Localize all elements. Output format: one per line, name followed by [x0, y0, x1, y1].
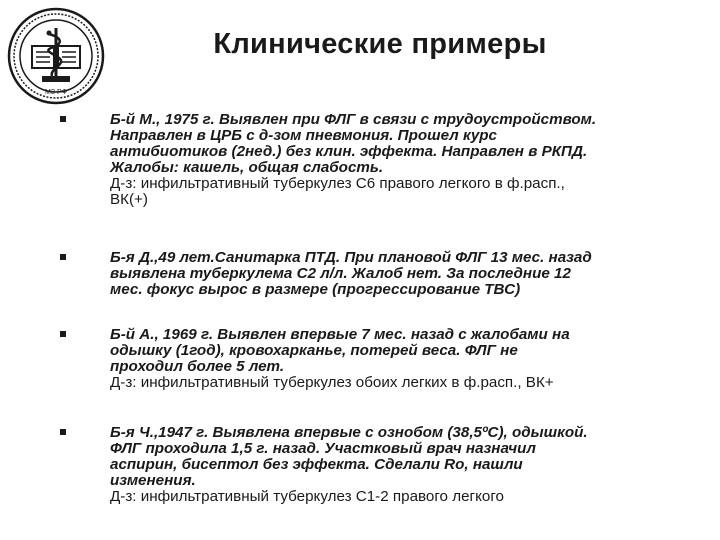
item-line: аспирин, бисептол без эффекта. Сделали Ro, нашли	[110, 456, 523, 473]
item-line: Жалобы: кашель, общая слабость.	[110, 159, 384, 176]
item-line: одышку (1год), кровохарканье, потерей веса. ФЛГ не	[110, 342, 518, 359]
item-line: антибиотиков (2нед.) без клин. эффекта. Направлен в РКПД.	[110, 143, 588, 160]
item-line: проходил более 5 лет.	[110, 358, 285, 375]
item-line: Б-я Ч.,1947 г. Выявлена впервые с ознобом (38,5ºС), одышкой.	[110, 424, 588, 441]
item-line: Б-й А., 1969 г. Выявлен впервые 7 мес. назад с жалобами на	[110, 326, 570, 343]
item-text	[110, 112, 700, 208]
page-title: Клинические примеры	[213, 28, 547, 60]
item-line: Б-й М., 1975 г. Выявлен при ФЛГ в связи с трудоустройством.	[110, 111, 597, 128]
item-line: ВК(+)	[110, 191, 148, 208]
item-text	[110, 327, 700, 391]
item-line: Д-з: инфильтративный туберкулез обоих легких в ф.расп., ВК+	[110, 374, 554, 391]
item-line: Д-з: инфильтративный туберкулез С6 правого легкого в ф.расп.,	[110, 175, 565, 192]
bullet-icon	[60, 116, 66, 122]
item-line: Б-я Д.,49 лет.Санитарка ПТД. При плановой ФЛГ 13 мес. назад	[110, 249, 592, 266]
bullet-icon	[60, 429, 66, 435]
item-line: изменения.	[110, 472, 196, 489]
logo-text: МЗ РФ	[45, 89, 67, 96]
item-line: ФЛГ проходила 1,5 г. назад. Участковый врач назначил	[110, 440, 536, 457]
item-text	[110, 250, 700, 298]
item-line: выявлена туберкулема С2 л/л. Жалоб нет. За последние 12	[110, 265, 571, 282]
bullet-icon	[60, 254, 66, 260]
bullet-icon	[60, 331, 66, 337]
item-line: Д-з: инфильтративный туберкулез С1-2 правого легкого	[110, 488, 504, 505]
item-line: Направлен в ЦРБ с д-зом пневмония. Прошел курс	[110, 127, 498, 144]
item-text	[110, 425, 700, 505]
item-line: мес. фокус вырос в размере (прогрессирование ТВС)	[110, 281, 521, 298]
